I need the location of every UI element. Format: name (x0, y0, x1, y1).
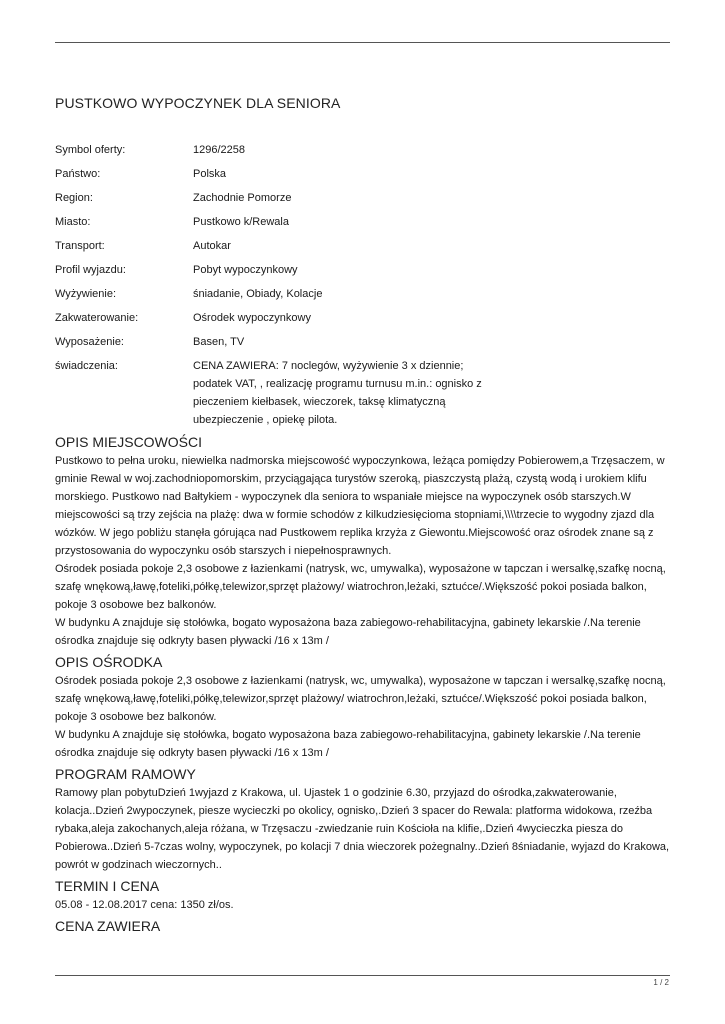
spec-value-line: podatek VAT, , realizację programu turnusu m.in.: ognisko z (193, 378, 482, 390)
spec-label: Wyżywienie: (55, 288, 117, 300)
spec-row (55, 261, 670, 279)
spec-label: świadczenia: (55, 360, 118, 372)
section-body-opis-osrodka (55, 672, 670, 762)
spec-value: Pustkowo k/Rewala (193, 216, 289, 228)
spec-row (55, 309, 670, 327)
spec-row (55, 237, 670, 255)
text-line: ośrodka znajduje się odkryty basen pływacki /16 x 13m / (55, 635, 329, 647)
section-heading-opis-miejscowosci: OPIS MIEJSCOWOŚCI (55, 434, 203, 450)
spec-label: Miasto: (55, 216, 91, 228)
text-line: miejscowości są trzy zejścia na plażę: dwa w formie schodów z kilkudziesięcioma stopniami,\\\\trzecie to wygodny zjazd dla (55, 509, 655, 521)
section-heading-program-ramowy: PROGRAM RAMOWY (55, 766, 196, 782)
header-rule (55, 42, 670, 43)
spec-row (55, 189, 670, 207)
section-body-program-ramowy (55, 784, 670, 874)
text-line: rybaka,aleja zakochanych,aleja różana, w Trzęsaczu -zwiedzanie ruin Kościoła na klifie,.Dzień 4wycieczka piesza do (55, 823, 624, 835)
spec-label: Profil wyjazdu: (55, 264, 126, 276)
text-line: wózków. W jego pobliżu stanęła górująca nad Pustkowem replika krzyża z Giewontu.Miejscowość oraz ośrodek znane są z (55, 527, 654, 539)
spec-value-line: ubezpieczenie , opiekę pilota. (193, 414, 338, 426)
spec-row (55, 141, 670, 159)
text-line: gminie Rewal w woj.zachodniopomorskim, przyciągająca turystów szeroką, piaszczystą plażą, czystą wodą i urokiem klifu (55, 473, 647, 485)
section-heading-termin-i-cena: TERMIN I CENA (55, 878, 160, 894)
spec-value-line: pieczeniem kiełbasek, wieczorek, taksę klimatyczną (193, 396, 446, 408)
text-line: pokoje 3 osobowe bez balkonów. (55, 599, 217, 611)
spec-value: Pobyt wypoczynkowy (193, 264, 298, 276)
section-body-opis-miejscowosci (55, 452, 670, 650)
text-line: przystosowania do wypoczynku osób starszych i niepełnosprawnych. (55, 545, 392, 557)
spec-row (55, 333, 670, 351)
spec-row (55, 285, 670, 303)
text-line: kolacja..Dzień 2wypoczynek, piesze wycieczki po okolicy, ognisko,.Dzień 3 spacer do Rewala: platforma widokowa, rzeźba (55, 805, 653, 817)
spec-value: Ośrodek wypoczynkowy (193, 312, 311, 324)
text-line: ośrodka znajduje się odkryty basen pływacki /16 x 13m / (55, 747, 329, 759)
text-line: Ramowy plan pobytuDzień 1wyjazd z Krakowa, ul. Ujastek 1 o godzinie 6.30, przyjazd do ośrodka,zakwaterowanie, (55, 787, 617, 799)
content-body (55, 432, 670, 936)
text-line: pokoje 3 osobowe bez balkonów. (55, 711, 217, 723)
text-line: morskiego. Pustkowo nad Bałtykiem - wypoczynek dla seniora to wspaniałe miejsce na wypoczynek osób starszych.W (55, 491, 631, 503)
text-line: W budynku A znajduje się stołówka, bogato wyposażona baza zabiegowo-rehabilitacyjna, gabinety lekarskie /.Na terenie (55, 729, 641, 741)
spec-value: Polska (193, 168, 227, 180)
spec-value: 1296/2258 (193, 144, 245, 156)
spec-value-multiline (193, 357, 493, 429)
text-line: szafę wnękową,ławę,foteliki,półkę,telewizor,sprzęt plażowy/ wiatrochron,leżaki, sztućce/.Większość pokoi posiada balkon, (55, 581, 647, 593)
text-line: W budynku A znajduje się stołówka, bogato wyposażona baza zabiegowo-rehabilitacyjna, gabinety lekarskie /.Na terenie (55, 617, 641, 629)
section-body-termin-i-cena (55, 896, 670, 914)
section-heading-cena-zawiera: CENA ZAWIERA (55, 918, 161, 934)
text-line: szafę wnękową,ławę,foteliki,półkę,telewizor,sprzęt plażowy/ wiatrochron,leżaki, sztućce/.Większość pokoi posiada balkon, (55, 693, 647, 705)
text-line: 05.08 - 12.08.2017 cena: 1350 zł/os. (55, 899, 234, 911)
spec-value: Autokar (193, 240, 231, 252)
spec-row (55, 213, 670, 231)
spec-value: śniadanie, Obiady, Kolacje (193, 288, 323, 300)
text-line: Ośrodek posiada pokoje 2,3 osobowe z łazienkami (natrysk, wc, umywalka), wyposażone w tapczan i wersalkę,szafkę nocną, (55, 563, 666, 575)
spec-label: Wyposażenie: (55, 336, 124, 348)
page-number: 1 / 2 (653, 978, 669, 987)
text-line: Pobierowa..Dzień 5-7czas wolny, wypoczynek, po kolacji 7 dnia wieczorek pożegnalny..Dzień 8śniadanie, wyjazd do Krakowa, (55, 841, 670, 853)
page-title: PUSTKOWO WYPOCZYNEK DLA SENIORA (55, 95, 341, 111)
spec-label: Zakwaterowanie: (55, 312, 139, 324)
spec-label: Region: (55, 192, 93, 204)
spec-label: Transport: (55, 240, 105, 252)
spec-label: Symbol oferty: (55, 144, 126, 156)
spec-value-line: CENA ZAWIERA: 7 noclegów, wyżywienie 3 x dziennie; (193, 360, 464, 372)
section-heading-opis-osrodka: OPIS OŚRODKA (55, 654, 163, 670)
spec-row (55, 357, 670, 429)
spec-label: Państwo: (55, 168, 101, 180)
text-line: powrót w godzinach wieczornych.. (55, 859, 222, 871)
spec-value: Zachodnie Pomorze (193, 192, 292, 204)
offer-specs-table (55, 141, 670, 435)
spec-row (55, 165, 670, 183)
text-line: Pustkowo to pełna uroku, niewielka nadmorska miejscowość wypoczynkowa, leżąca pomiędzy Pobierowem,a Trzęsaczem, w (55, 455, 665, 467)
footer-rule (55, 975, 670, 976)
text-line: Ośrodek posiada pokoje 2,3 osobowe z łazienkami (natrysk, wc, umywalka), wyposażone w tapczan i wersalkę,szafkę nocną, (55, 675, 666, 687)
spec-value: Basen, TV (193, 336, 245, 348)
